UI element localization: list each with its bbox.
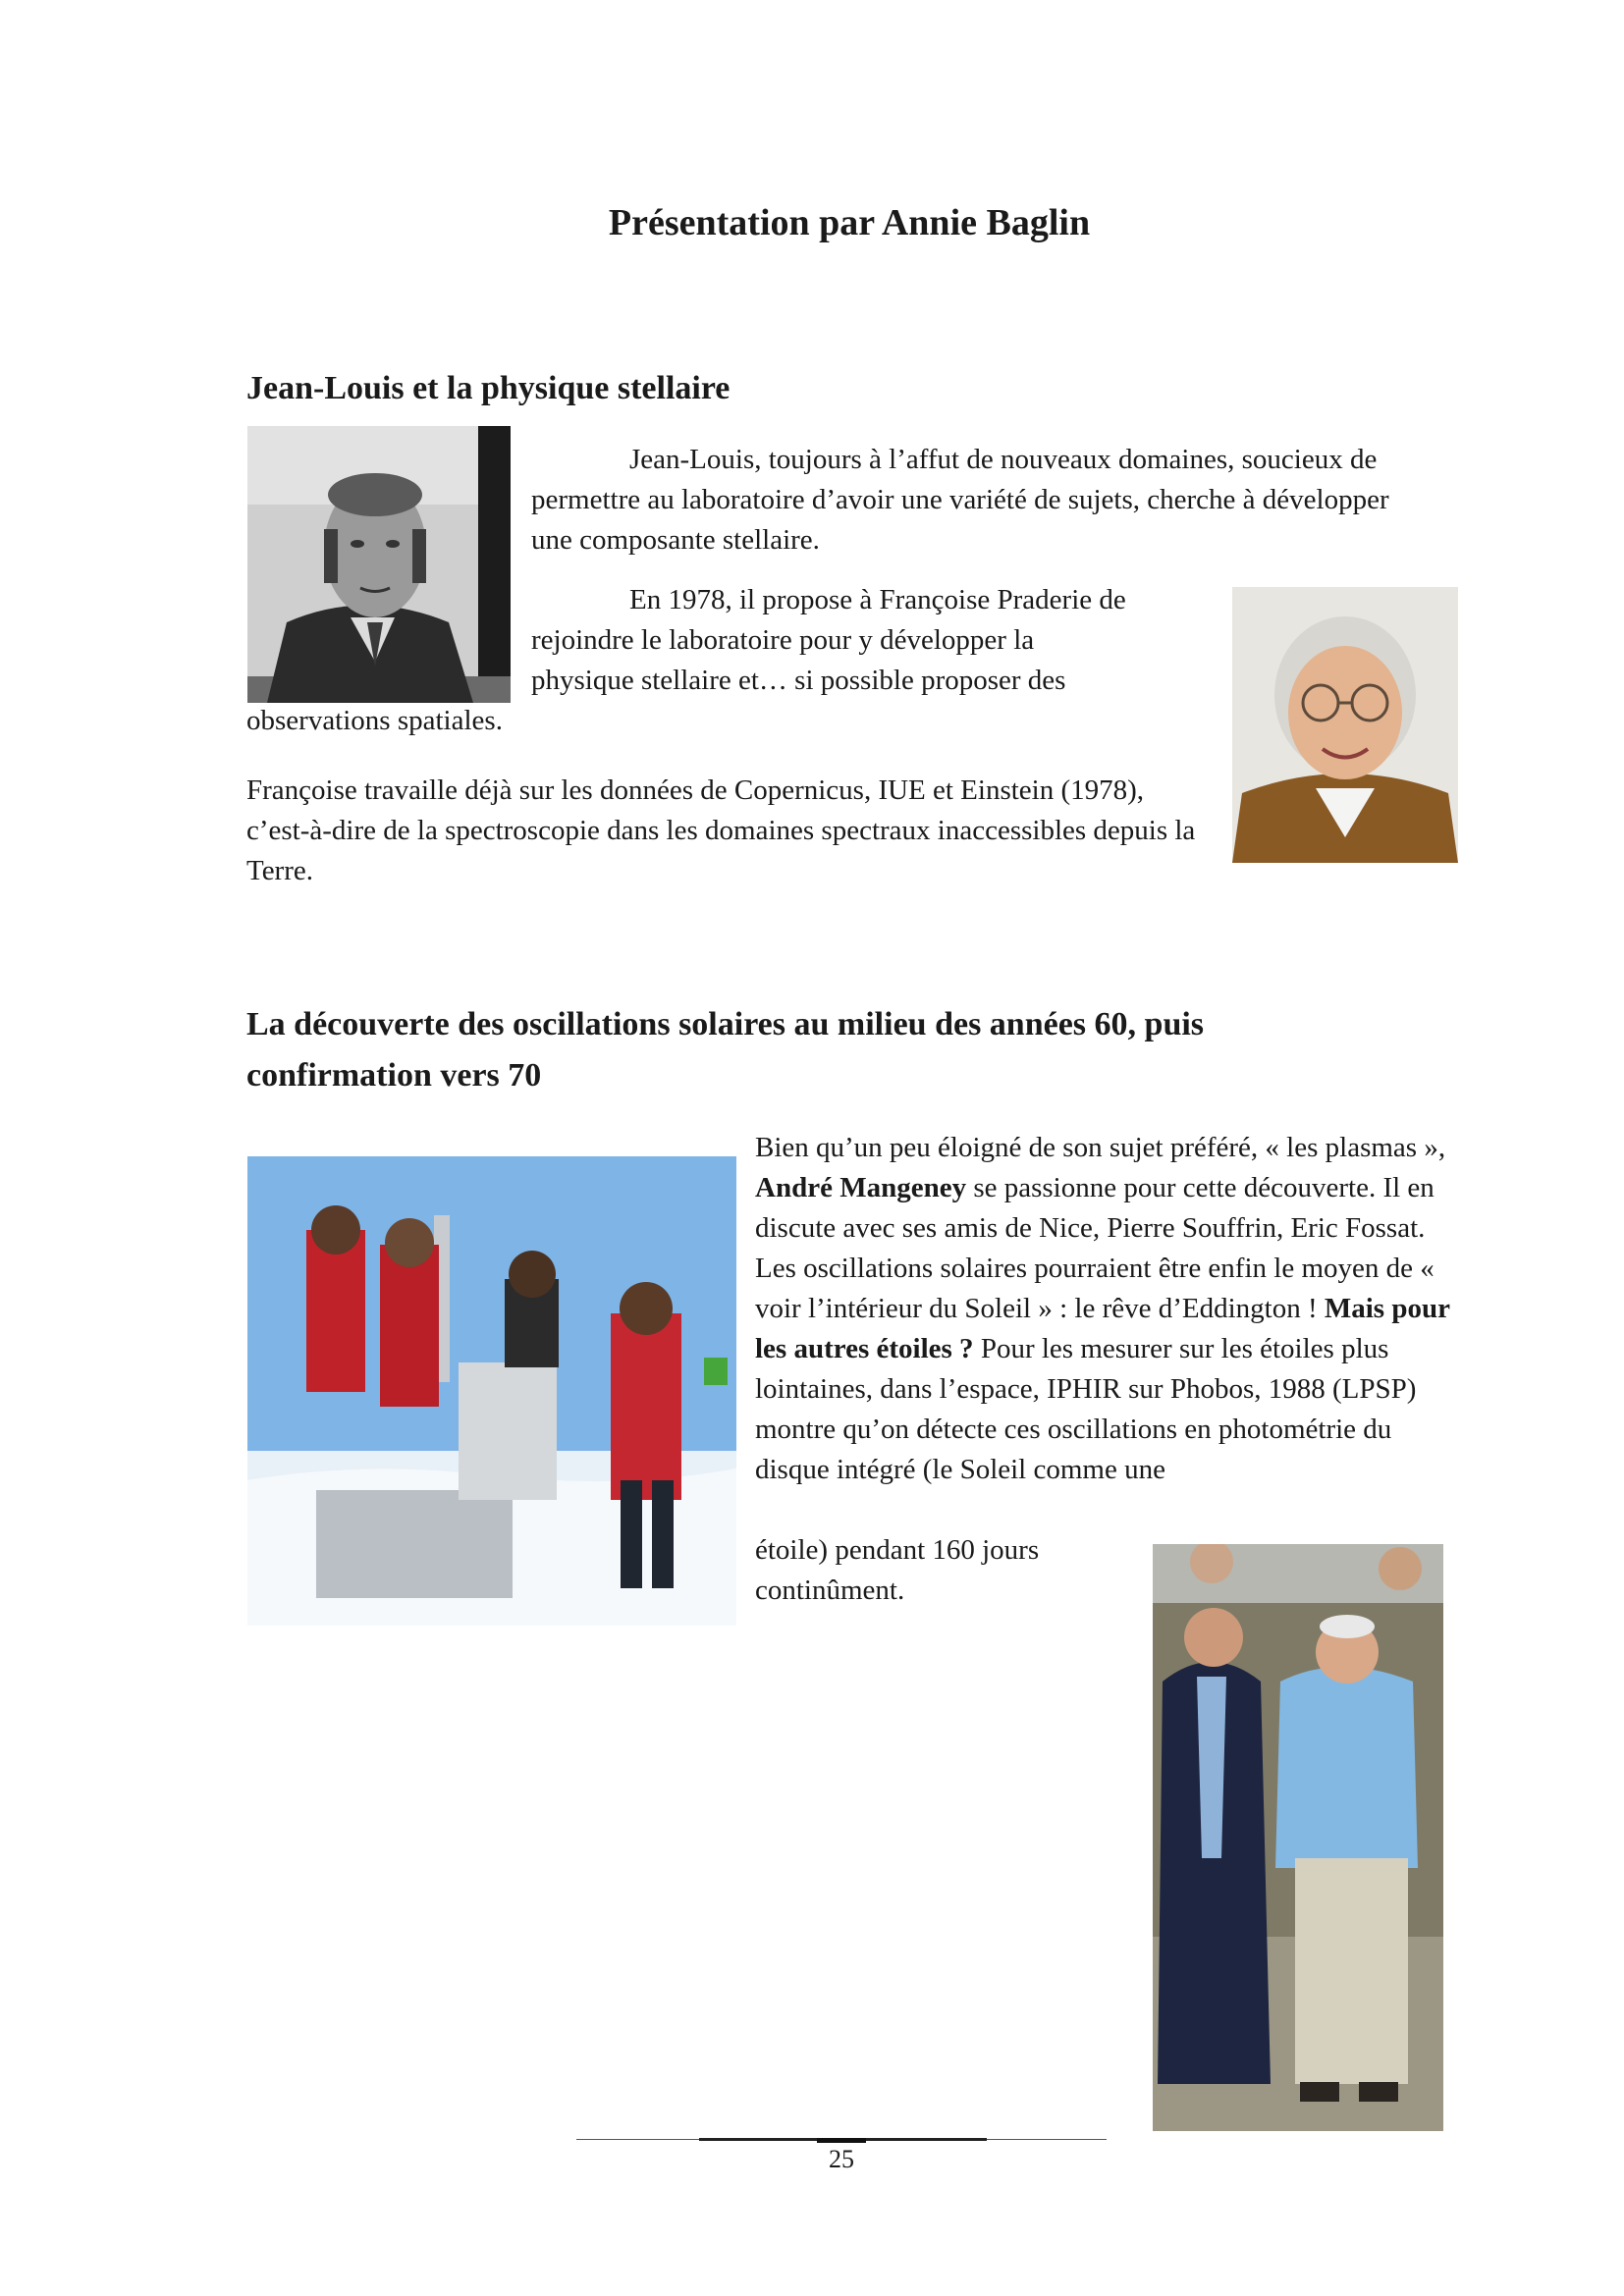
portrait-photo-francoise [1232, 587, 1458, 863]
paragraph-mangeney-text-e: Pour les mesurer sur les étoiles plus lointaines, dans l’espace, IPHIR sur Phobos, 1988 (LPSP) montre qu’on détecte ces oscillations en photométrie du disque intégré (le Soleil comme une [755, 1333, 1417, 1485]
photo-polar-expedition [247, 1156, 736, 1626]
other-stars-question: Mais pour les autres étoiles ? [755, 1293, 1450, 1364]
photo-group-standing-graphic [1153, 1544, 1443, 2131]
photo-polar-expedition-graphic [247, 1156, 736, 1626]
paragraph-mangeney-line-continument: continûment. [755, 1575, 905, 1606]
paragraph-proposal-line1: En 1978, il propose à Françoise Praderie de [629, 584, 1126, 615]
portrait-photo-jean-louis-graphic [247, 426, 511, 703]
page-title: Présentation par Annie Baglin [608, 202, 1091, 243]
portrait-photo-francoise-graphic [1232, 587, 1458, 863]
paragraph-mangeney-text-c: se passionne pour cette découverte. Il en discute avec ses amis de Nice, Pierre Souffrin, Eric Fossat. Les oscillations solaires pourraient être enfin le moyen de « voir l’intérieur du Soleil » : le rêve d’Eddington ! [755, 1172, 1435, 1324]
photo-group-standing [1153, 1544, 1443, 2131]
paragraph-mangeney-text-a: Bien qu’un peu éloigné de son sujet préféré, « les plasmas », [755, 1132, 1446, 1163]
andre-mangeney-name: André Mangeney [755, 1172, 967, 1203]
paragraph-mangeney [755, 1128, 1462, 1490]
paragraph-mangeney-line-etoile: étoile) pendant 160 jours [755, 1534, 1040, 1566]
portrait-photo-jean-louis [247, 426, 511, 703]
section-heading-solar-oscillations-line1: La découverte des oscillations solaires au milieu des années 60, puis [246, 1006, 1205, 1042]
paragraph-new-domains: Jean-Louis, toujours à l’affut de nouveaux domaines, soucieux de permettre au laboratoire d’avoir une variété de sujets, cherche à développer une composante stellaire. [531, 444, 1389, 556]
paragraph-copernicus: Françoise travaille déjà sur les données de Copernicus, IUE et Einstein (1978), c’est-à-dire de la spectroscopie dans les domaines spectraux inaccessibles depuis la Terre. [246, 774, 1196, 886]
paragraph-proposal-line2: rejoindre le laboratoire pour y développer la [531, 624, 1035, 656]
page-number: 25 [829, 2145, 854, 2173]
section-heading-solar-oscillations-line2: confirmation vers 70 [246, 1057, 542, 1094]
section-heading-stellar-physics: Jean-Louis et la physique stellaire [246, 370, 731, 406]
paragraph-proposal-line4: observations spatiales. [246, 705, 503, 736]
paragraph-proposal-line3: physique stellaire et… si possible proposer des [531, 665, 1066, 696]
footer-rule-mark [817, 2138, 866, 2143]
